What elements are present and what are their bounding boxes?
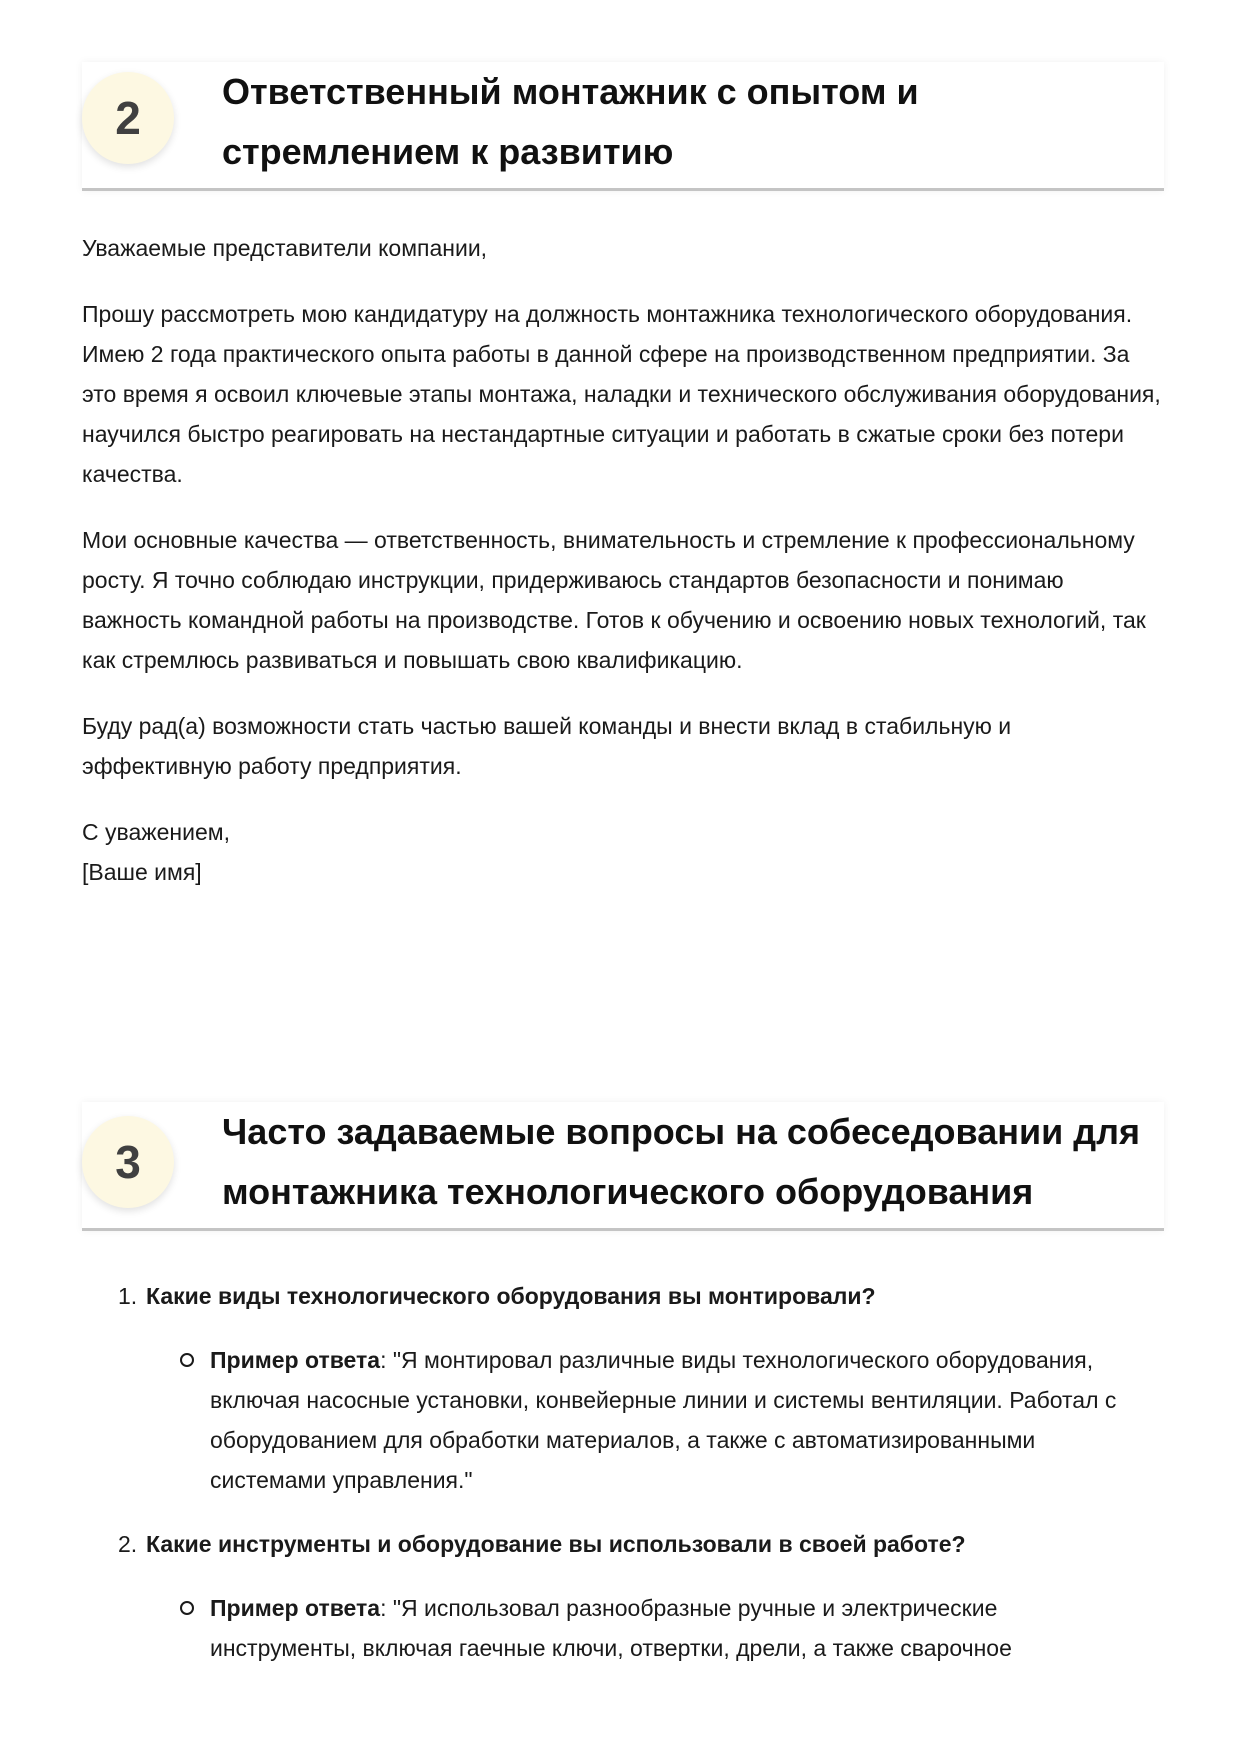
letter-paragraph-1: Прошу рассмотреть мою кандидатуру на должность монтажника технологического оборудования. Имею 2 года практического опыта работы в данной сфере на производственном предприятии. За это время я освоил ключевые этапы монтажа, наладки и технического обслуживания оборудования, научился быстро реагировать на нестандартные ситуации и работать в сжатые сроки без потери качества. bbox=[82, 301, 1161, 487]
faq-item bbox=[82, 1276, 1164, 1500]
letter-signature: [Ваше имя] bbox=[82, 859, 202, 885]
section-2-title-line1: Ответственный монтажник с опытом и bbox=[222, 71, 919, 112]
letter-closing: С уважением, bbox=[82, 819, 230, 845]
faq-question-text: Какие инструменты и оборудование вы использовали в своей работе? bbox=[146, 1531, 966, 1557]
faq-answer bbox=[82, 1588, 1164, 1668]
letter-greeting: Уважаемые представители компании, bbox=[82, 235, 488, 261]
section-number-badge: 3 bbox=[82, 1116, 174, 1208]
answer-text: : "Я использовал разнообразные ручные и электрические инструменты, включая гаечные ключи, отвертки, дрели, а также сварочное bbox=[210, 1595, 1012, 1661]
answer-label: Пример ответа bbox=[210, 1347, 381, 1373]
cover-letter bbox=[82, 228, 1164, 892]
circle-bullet-icon bbox=[180, 1601, 194, 1615]
letter-paragraph-2: Мои основные качества — ответственность, внимательность и стремление к профессиональному росту. Я точно соблюдаю инструкции, придерживаюсь стандартов безопасности и понимаю важность командной работы на производстве. Готов к обучению и освоению новых технологий, так как стремлюсь развиваться и повышать свою квалификацию. bbox=[82, 527, 1146, 673]
section-3-header bbox=[82, 1102, 1164, 1231]
section-3-title bbox=[222, 1102, 1164, 1222]
faq-list bbox=[82, 1276, 1164, 1668]
section-3-title-line2: монтажника технологического оборудования bbox=[222, 1171, 1034, 1212]
letter-paragraph-3: Буду рад(а) возможности стать частью вашей команды и внести вклад в стабильную и эффективную работу предприятия. bbox=[82, 713, 1012, 779]
section-2-title bbox=[222, 62, 1164, 182]
section-2-title-line2: стремлением к развитию bbox=[222, 131, 674, 172]
faq-question bbox=[82, 1276, 1164, 1316]
section-number-badge: 2 bbox=[82, 72, 174, 164]
section-2-header bbox=[82, 62, 1164, 191]
answer-text: : "Я монтировал различные виды технологического оборудования, включая насосные установки, конвейерные линии и системы вентиляции. Работал с оборудованием для обработки материалов, а также с автоматизированными системами управления." bbox=[210, 1347, 1117, 1493]
section-3-title-line1: Часто задаваемые вопросы на собеседовании для bbox=[222, 1111, 1140, 1152]
answer-label: Пример ответа bbox=[210, 1595, 381, 1621]
faq-question-text: Какие виды технологического оборудования вы монтировали? bbox=[146, 1283, 876, 1309]
faq-number: 2. bbox=[118, 1531, 138, 1557]
faq-answer bbox=[82, 1340, 1164, 1500]
faq-number: 1. bbox=[118, 1283, 138, 1309]
faq-item bbox=[82, 1524, 1164, 1668]
faq-question bbox=[82, 1524, 1164, 1564]
circle-bullet-icon bbox=[180, 1353, 194, 1367]
